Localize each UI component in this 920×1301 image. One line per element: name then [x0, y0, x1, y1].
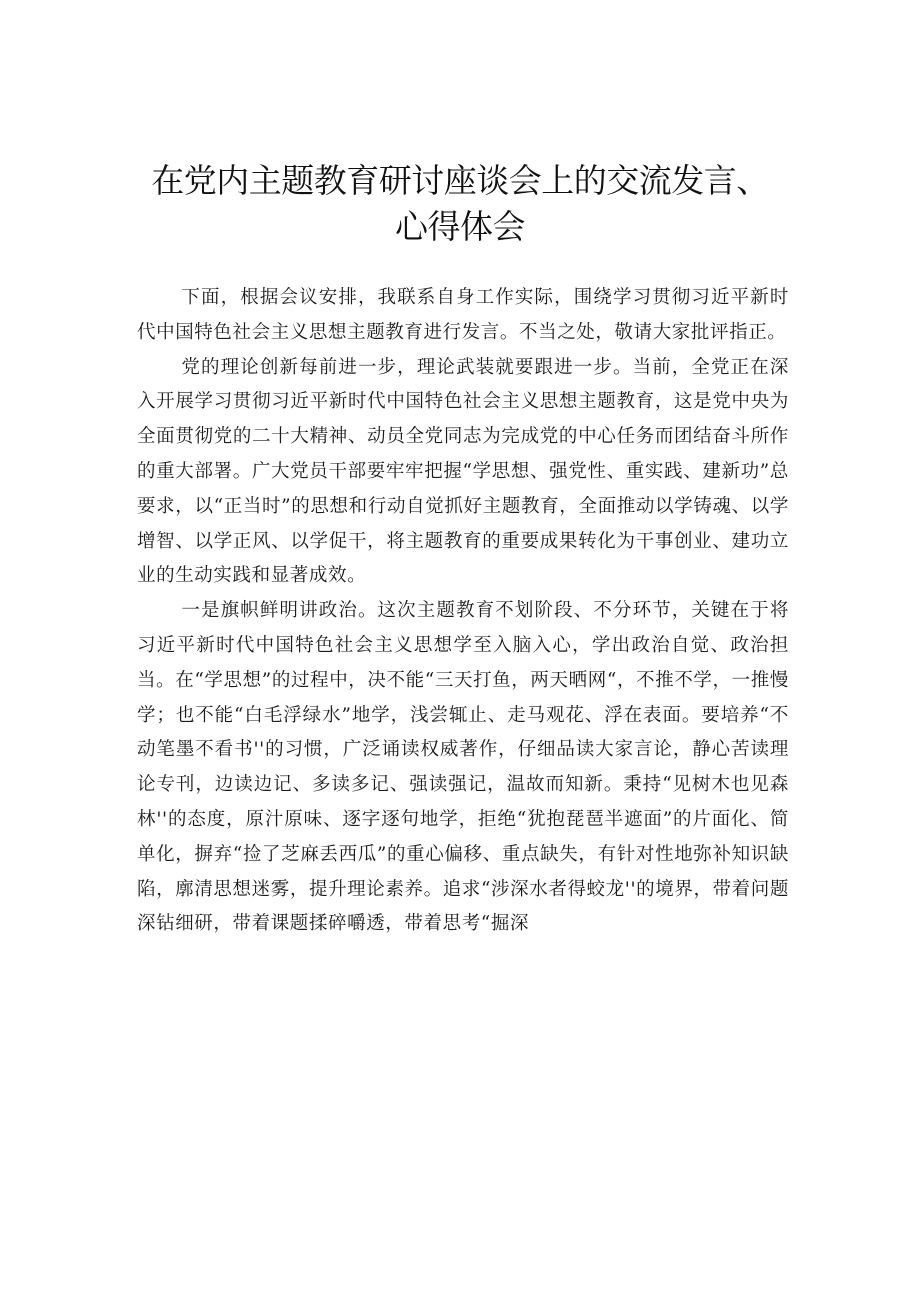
paragraph-theory-arming: 党的理论创新每前进一步，理论武装就要跟进一步。当前，全党正在深入开展学习贯彻习近平新时代中国特色社会主义思想主题教育，这是党中央为全面贯彻党的二十大精神、动员全党同志为完成党的中心任务而团结奋斗所作的重大部署。广大党员干部要牢牢把握“学思想、强党性、重实践、建新功”总要求，以“正当时”的思想和行动自觉抓好主题教育，全面推动以学铸魂、以学增智、以学正风、以学促干，将主题教育的重要成果转化为干事创业、建功立业的生动实践和显著成效。: [137, 356, 789, 587]
document-title: 在党内主题教育研讨座谈会上的交流发言、心得体会: [151, 161, 769, 246]
paragraph-point-one-politics: 一是旗帜鲜明讲政治。这次主题教育不划阶段、不分环节，关键在于将习近平新时代中国特色社会主义思想学至入脑入心，学出政治自觉、政治担当。在“学思想”的过程中，决不能“三天打鱼，两天晒网“，不推不学，一推慢学；也不能“白毛浮绿水”地学，浅尝辄止、走马观花、浮在表面。要培养“不动笔墨不看书''的习惯，广泛诵读权威著作，仔细品读大家言论，静心苦读理论专刊，边读边记、多读多记、强读强记，温故而知新。秉持“见树木也见森林''的态度，原汁原味、逐字逐句地学，拒绝“犹抱琵琶半遮面”的片面化、简单化，摒弃“捡了芝麻丢西瓜”的重心偏移、重点缺失，有针对性地弥补知识缺陷，廓清思想迷雾，提升理论素养。追求“涉深水者得蛟龙''的境界，带着问题深钻细研，带着课题揉碎嚼透，带着思考“掘深: [137, 600, 789, 935]
document-body: [137, 281, 789, 942]
paragraph-intro: 下面，根据会议安排，我联系自身工作实际，围绕学习贯彻习近平新时代中国特色社会主义思想主题教育进行发言。不当之处，敬请大家批评指正。: [137, 287, 789, 343]
